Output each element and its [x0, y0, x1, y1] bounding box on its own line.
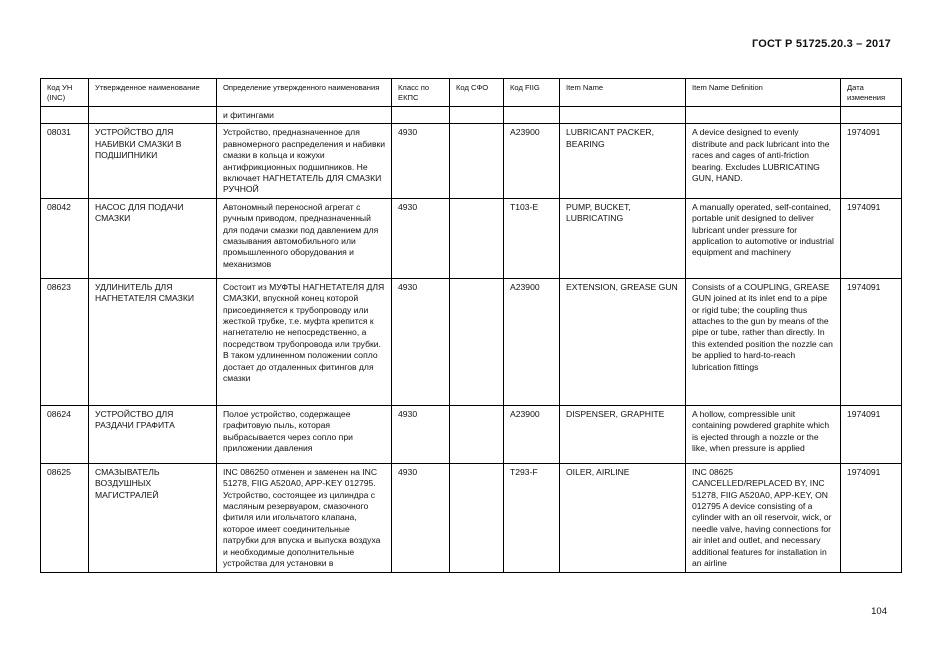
- cell-definition: Устройство, предназначенное для равномерного распределения и набивки смазки в кольца и кожухи антифрикционных подшипников. Не включает НАГНЕТАТЕЛЬ ДЛЯ СМАЗКИ РУЧНОЙ: [217, 124, 392, 198]
- cell-inc: 08623: [41, 278, 89, 405]
- cell-item-name-definition: Consists of a COUPLING, GREASE GUN joined at its inlet end to a pipe or rigid tube; the coupling thus attaches to the gun by means of the pipe or tube, rather than directly. In this extended position the nozzle can be applied to hard-to-reach lubrication fittings: [686, 278, 841, 405]
- cell-approved-name: СМАЗЫВАТЕЛЬ ВОЗДУШНЫХ МАГИСТРАЛЕЙ: [89, 463, 217, 572]
- column-header-change-date: Дата изменения: [841, 79, 902, 107]
- cell-fiig-code: A23900: [504, 405, 560, 463]
- table-cell: [392, 107, 450, 124]
- cell-ekps-class: 4930: [392, 124, 450, 198]
- table-row: [41, 278, 902, 405]
- cell-definition: Состоит из МУФТЫ НАГНЕТАТЕЛЯ ДЛЯ СМАЗКИ, впускной конец которой присоединяется к трубопроводу или жесткой трубке, т.е. муфта крепится к нагнетателю не непосредственно, а посредством трубопровода или трубки. В таком удлиненном положении сопло достает до отдаленных фитингов для смазки: [217, 278, 392, 405]
- cell-ekps-class: 4930: [392, 405, 450, 463]
- table-row: [41, 198, 902, 278]
- cell-item-name-definition: A hollow, compressible unit containing powdered graphite which is ejected through a nozzle or the like, when pressure is applied: [686, 405, 841, 463]
- column-header-inc: Код УН (INC): [41, 79, 89, 107]
- cell-change-date: 1974091: [841, 463, 902, 572]
- cell-ekps-class: 4930: [392, 278, 450, 405]
- cell-inc: 08624: [41, 405, 89, 463]
- cell-ekps-class: 4930: [392, 198, 450, 278]
- cell-approved-name: УСТРОЙСТВО ДЛЯ НАБИВКИ СМАЗКИ В ПОДШИПНИКИ: [89, 124, 217, 198]
- document-standard-header: ГОСТ Р 51725.20.3 – 2017: [751, 38, 891, 50]
- cell-sfo-code: [450, 198, 504, 278]
- cell-sfo-code: [450, 463, 504, 572]
- continuation-definition: и фитингами: [217, 107, 392, 124]
- table-cell: [560, 107, 686, 124]
- cell-fiig-code: A23900: [504, 278, 560, 405]
- cell-change-date: 1974091: [841, 124, 902, 198]
- table-row: [41, 124, 902, 198]
- cell-definition: INC 086250 отменен и заменен на INC 51278, FIIG A520A0, APP-KEY 012795. Устройство, состоящее из цилиндра с масляным резервуаром, смазочного фитиля или игольчатого клапана, которое имеет соединительные патрубки для впуска и выпуска воздуха и необходимые дополнительные устройства для установки в: [217, 463, 392, 572]
- cell-sfo-code: [450, 124, 504, 198]
- column-header-sfo-code: Код СФО: [450, 79, 504, 107]
- page-number: 104: [871, 606, 887, 617]
- table-row: [41, 405, 902, 463]
- column-header-fiig-code: Код FIIG: [504, 79, 560, 107]
- table-body: [41, 107, 902, 573]
- table-cell: [841, 107, 902, 124]
- cell-change-date: 1974091: [841, 405, 902, 463]
- cell-approved-name: НАСОС ДЛЯ ПОДАЧИ СМАЗКИ: [89, 198, 217, 278]
- cell-item-name-definition: A device designed to evenly distribute and pack lubricant into the races and cages of anti-friction bearing. Excludes LUBRICATING GUN, HAND.: [686, 124, 841, 198]
- cell-item-name-definition: INC 08625 CANCELLED/REPLACED BY, INC 51278, FIIG A520A0, APP-KEY, ON 012795 A device consisting of a cylinder with an oil reservoir, wick, or needle valve, having connections for air inlet and outlet, and necessary additional features for installation in an airline: [686, 463, 841, 572]
- table-cell: [89, 107, 217, 124]
- header-row: [41, 79, 902, 107]
- cell-item-name: PUMP, BUCKET, LUBRICATING: [560, 198, 686, 278]
- cell-ekps-class: 4930: [392, 463, 450, 572]
- cell-inc: 08031: [41, 124, 89, 198]
- cell-change-date: 1974091: [841, 278, 902, 405]
- cell-sfo-code: [450, 405, 504, 463]
- cell-item-name-definition: A manually operated, self-contained, portable unit designed to deliver lubricant under pressure for application to automotive or industrial equipment and machinery: [686, 198, 841, 278]
- cell-change-date: 1974091: [841, 198, 902, 278]
- continuation-row: [41, 107, 902, 124]
- registry-table: [40, 78, 902, 573]
- table-cell: [504, 107, 560, 124]
- cell-definition: Полое устройство, содержащее графитовую пыль, которая выбрасывается через сопло при приложении давления: [217, 405, 392, 463]
- column-header-item-name-definition: Item Name Definition: [686, 79, 841, 107]
- table-cell: [450, 107, 504, 124]
- cell-fiig-code: A23900: [504, 124, 560, 198]
- cell-inc: 08625: [41, 463, 89, 572]
- column-header-ekps-class: Класс по ЕКПС: [392, 79, 450, 107]
- cell-inc: 08042: [41, 198, 89, 278]
- cell-approved-name: УДЛИНИТЕЛЬ ДЛЯ НАГНЕТАТЕЛЯ СМАЗКИ: [89, 278, 217, 405]
- column-header-item-name: Item Name: [560, 79, 686, 107]
- cell-sfo-code: [450, 278, 504, 405]
- cell-item-name: DISPENSER, GRAPHITE: [560, 405, 686, 463]
- cell-item-name: OILER, AIRLINE: [560, 463, 686, 572]
- cell-definition: Автономный переносной агрегат с ручным приводом, предназначенный для подачи смазки под давлением для смазывания автомобильного или промышленного оборудования и механизмов: [217, 198, 392, 278]
- table-row: [41, 463, 902, 572]
- cell-approved-name: УСТРОЙСТВО ДЛЯ РАЗДАЧИ ГРАФИТА: [89, 405, 217, 463]
- table-cell: [41, 107, 89, 124]
- table-cell: [686, 107, 841, 124]
- column-header-approved-name: Утвержденное наименование: [89, 79, 217, 107]
- cell-item-name: LUBRICANT PACKER, BEARING: [560, 124, 686, 198]
- table-header: [41, 79, 902, 107]
- cell-fiig-code: T103-E: [504, 198, 560, 278]
- cell-item-name: EXTENSION, GREASE GUN: [560, 278, 686, 405]
- column-header-definition: Определение утвержденного наименования: [217, 79, 392, 107]
- cell-fiig-code: T293-F: [504, 463, 560, 572]
